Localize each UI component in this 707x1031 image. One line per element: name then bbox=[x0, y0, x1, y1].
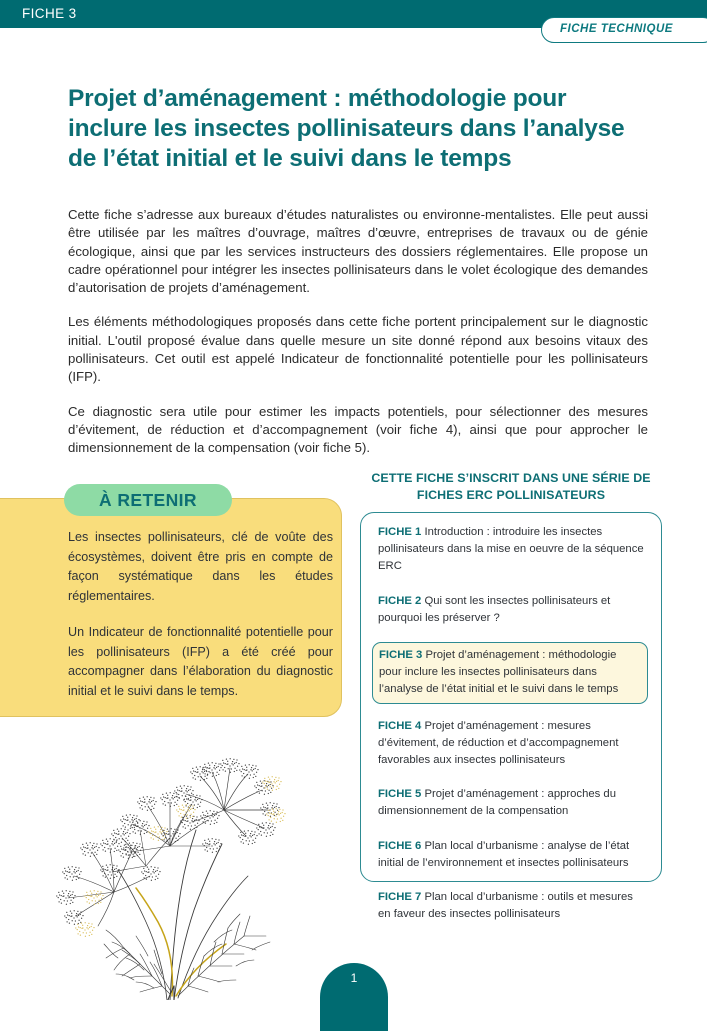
fiche-list-item-number: FICHE 4 bbox=[378, 719, 422, 732]
fiche-list-item-text: Introduction : introduire les insectes pollinisateurs dans la mise en oeuvre de la séquence ERC bbox=[378, 526, 644, 573]
a-retenir-callout-text bbox=[68, 528, 333, 718]
fiche-list-item-number: FICHE 6 bbox=[378, 839, 422, 852]
fiche-list-item[interactable] bbox=[374, 522, 648, 578]
fiche-list-item[interactable] bbox=[374, 836, 648, 874]
fiche-list-item-number: FICHE 3 bbox=[379, 649, 423, 662]
fiche-list-item-text: Plan local d’urbanisme : outils et mesures en faveur des insectes pollinisateurs bbox=[378, 891, 633, 921]
fiche-list-item-text: Plan local d’urbanisme : analyse de l’état initial de l’environnement et insectes pollinisateurs bbox=[378, 839, 630, 869]
umbellifer-plant-illustration bbox=[22, 718, 352, 1000]
fiche-list-item[interactable] bbox=[374, 784, 648, 822]
series-fiche-list bbox=[360, 512, 662, 921]
intro-paragraph-3: Ce diagnostic sera utile pour estimer les impacts potentiels, pour sélectionner des mesures d’évitement, de réduction et d’accompagnement (voir fiche 4), ainsi que pour approcher le dimensionnement de la compensation (voir fiche 5). bbox=[68, 403, 648, 456]
fiche-list-item[interactable] bbox=[374, 887, 648, 925]
a-retenir-paragraph-1: Les insectes pollinisateurs, clé de voûte des écosystèmes, doivent être pris en compte de façon systématique dans les études réglementaires. bbox=[68, 530, 333, 603]
page-number-badge bbox=[320, 963, 388, 1031]
fiche-list-item-text: Projet d’aménagement : approches du dimensionnement de la compensation bbox=[378, 788, 616, 818]
intro-paragraph-1: Cette fiche s’adresse aux bureaux d’études naturalistes ou environne-mentalistes. Elle peut aussi être utilisée par les maîtres d’ouvrage, maîtres d’œuvre, entreprises de travaux ou de génie écologique, ainsi que par les services instructeurs des dossiers réglementaires. Elle propose un cadre opérationnel pour intégrer les insectes pollinisateurs dans le volet écologique des demandes d’autorisation de projets d’aménagement. bbox=[68, 207, 648, 296]
a-retenir-paragraph-2: Un Indicateur de fonctionnalité potentielle pour les pollinisateurs (IFP) a été créé pour accompagner dans l’élaboration du diagnostic initial et le suivi dans le temps. bbox=[68, 625, 333, 698]
page-title: Projet d’aménagement : méthodologie pour inclure les insectes pollinisateurs dans l’analyse de l’état initial et le suivi dans le temps bbox=[68, 85, 625, 173]
series-heading: CETTE FICHE S’INSCRIT DANS UNE SÉRIE DE FICHES ERC POLLINISATEURS bbox=[371, 471, 651, 502]
fiche-list-item-number: FICHE 7 bbox=[378, 891, 422, 904]
fiche-list-item[interactable] bbox=[372, 642, 648, 704]
fiche-list-item-text: Projet d’aménagement : méthodologie pour inclure les insectes pollinisateurs dans l’analyse de l’état initial et le suivi dans le temps bbox=[379, 649, 619, 696]
header-fiche-label: FICHE 3 bbox=[22, 6, 77, 21]
fiche-technique-badge-label: FICHE TECHNIQUE bbox=[560, 23, 673, 35]
a-retenir-badge-label: À RETENIR bbox=[99, 490, 197, 510]
fiche-list-item-number: FICHE 2 bbox=[378, 594, 422, 607]
fiche-list-item[interactable] bbox=[374, 591, 648, 629]
fiche-list-item-number: FICHE 1 bbox=[378, 526, 422, 538]
fiche-list-item-text: Qui sont les insectes pollinisateurs et pourquoi les préserver ? bbox=[378, 594, 611, 624]
fiche-list-item-text: Projet d’aménagement : mesures d’évitement, de réduction et d’accompagnement favorables aux insectes pollinisateurs bbox=[378, 719, 619, 767]
fiche-list-item-number: FICHE 5 bbox=[378, 788, 422, 801]
fiche-technique-badge bbox=[541, 17, 707, 43]
intro-paragraph-2: Les éléments méthodologiques proposés dans cette fiche portent principalement sur le diagnostic initial. L'outil proposé évalue dans quelle mesure un site donné répond aux besoins vitaux des pollinisateurs. Cet outil est appelé Indicateur de fonctionnalité potentielle pour les pollinisateurs (IFP). bbox=[68, 314, 648, 385]
intro-text-column bbox=[68, 206, 648, 474]
page-number-label: 1 bbox=[350, 971, 358, 985]
fiche-list-item[interactable] bbox=[374, 716, 648, 772]
a-retenir-badge bbox=[64, 484, 232, 516]
